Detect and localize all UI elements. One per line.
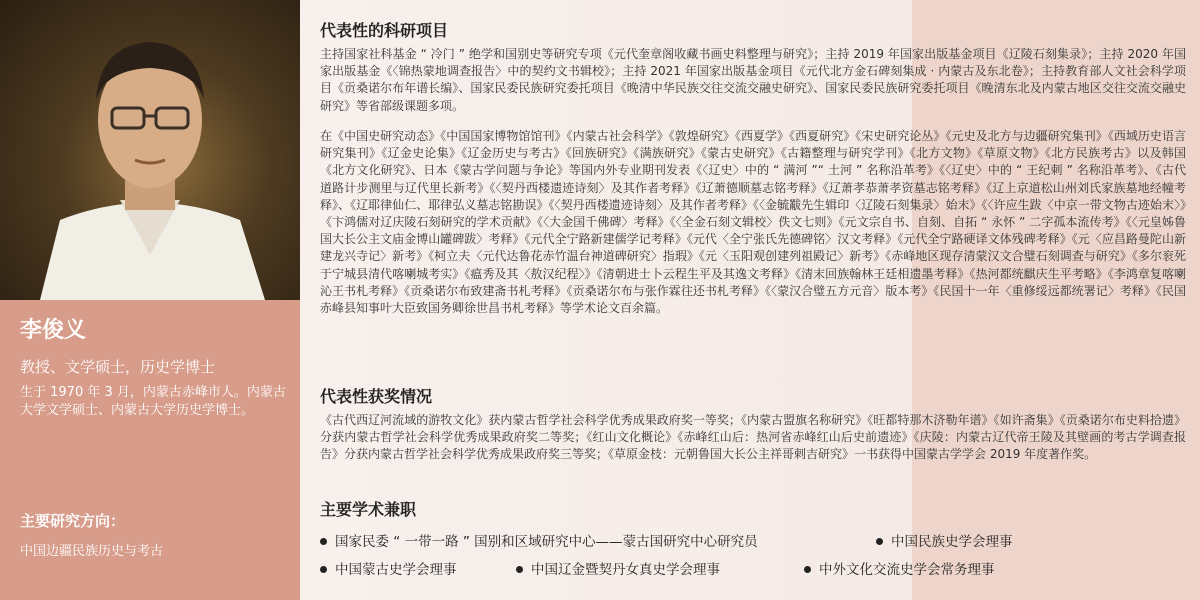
bullet-icon	[804, 566, 811, 573]
bullet-icon	[876, 538, 883, 545]
person-bio: 生于 1970 年 3 月，内蒙古赤峰市人。内蒙古大学文学硕士、内蒙古大学历史学博士。	[20, 385, 286, 418]
portrait-photo	[0, 0, 300, 300]
bullet-icon	[320, 538, 327, 545]
research-papers-text: 在《中国史研究动态》《中国国家博物馆馆刊》《内蒙古社会科学》《敦煌研究》《西夏学》《西夏研究》《宋史研究论丛》《元史及北方与边疆研究集刊》《西域历史语言研究集刊》《辽金史论集》《辽金历史与考古》《回族研究》《满族研究》《蒙古史研究》《古籍整理与研究学刊》《北方文物》《草原文物》《北方民族考古》以及韩国《北方文化研究》、日本《蒙古学问题与争论》等国内外专业期刊发表《〈辽史〉中的 “ 满河 ”“ 土河 ” 名称沿革考》《〈辽史〉中的 “ 王纪刺 ” 名称沿革考》、《古代道路计步测里与辽代里长新考》《〈契丹西楼遗迹诗刻〉及其作者考释》《辽萧德顺墓志铭考释》《辽萧孝恭萧孝资墓志铭考释》《辽上京道松山州刘氏家族墓地经幢考释》、《辽耶律仙仁、耶律弘义墓志铭勘误》《〈契丹西楼遗迹诗刻〉及其作者考释》《〈金毓黻先生辑印〈辽陵石刻集录〉始末》《〈许应生跋〈中京一带文物古迹始末〉》《卞鸿儒对辽庆陵石刻研究的学术贡献》《〈大金国千佛碑〉考释》《〈全金石刻文辑校〉佚文七则》《元文宗自书、自刻、自拓 “ 永怀 ” 二字孤本流传考》《〈元皇姊鲁国大长公主文庙金博山罐碑跋〉考释》《元代全宁路新建儒学记考释》《元代〈全宁张氏先德碑铭〉汉文考释》《元代全宁路硬译文体残碑考释》《元〈应昌路曼陀山新建龙兴寺记〉新考》《柯立夫〈元代达鲁花赤竹温台神道碑研究〉指瑕》《元〈玉阳观创建列祖殿记〉新考》《赤峰地区现存清蒙汉文合璧石刻调查与研究》《多尔衮死于宁城县清代喀喇城考实》《瘟秀及其〈敖汉纪程〉》《清朝进士卜云程生平及其逸文考释》《清末回族翰林王廷相遗墨考释》《热河都统麒庆生平考略》《李鸿章复喀喇沁王书札考释》《贡桑诺尔布致建斋书札考释》《贡桑诺尔布与张作霖往还书札考释》《〈蒙汉合璧五方元音〉版本考》《民国十一年〈重修绥远都统署记〉考释》《民国赤峰县知事叶大臣致国务卿徐世昌书札考释》等学术论文百余篇。	[320, 129, 1186, 316]
position-item: 国家民委 “ 一带一路 ” 国别和区域研究中心——蒙古国研究中心研究员	[320, 530, 758, 550]
research-projects-text: 主持国家社科基金 “ 冷门 ” 绝学和国别史等研究专项《元代奎章阁收藏书画史料整理与研究》；主持 2019 年国家出版基金项目《辽陵石刻集录》；主持 2020 年国家出版基金《〈锦热蒙地调查报告〉中的契约文书辑校》；主持 2021 年国家出版基金项目《元代北方金石碑刻集成 · 内蒙古及东北卷》；主持教育部人文社会科学项目《贡桑诺尔布年谱长编》、国家民委民族研究委托项目《晚清中华民族交往交流交融史研究》、国家民委民族研究委托项目《晚清东北及内蒙古地区交往交流交融史研究》等省部级课题多项。	[320, 47, 1186, 113]
awards-text: 《古代西辽河流域的游牧文化》获内蒙古哲学社会科学优秀成果政府奖一等奖；《内蒙古盟旗名称研究》《旺都特那木济勒年谱》《如许斋集》《贡桑诺尔布史料拾遗》分获内蒙古哲学社会科学优秀成果政府奖二等奖；《红山文化概论》《赤峰红山后：热河省赤峰红山后史前遗迹》《庆陵：内蒙古辽代帝王陵及其壁画的考古学调查报告》分获内蒙古哲学社会科学优秀成果政府奖三等奖；《草原金枝：元朝鲁国大长公主祥哥剌吉研究》一书获得中国蒙古学学会 2019 年度著作奖。	[320, 413, 1186, 462]
bullet-icon	[516, 566, 523, 573]
person-degree: 教授、文学硕士，历史学博士	[20, 358, 216, 376]
portrait-illustration	[0, 0, 300, 300]
profile-panel	[0, 0, 300, 600]
bullet-icon	[320, 566, 327, 573]
positions-row-1	[320, 530, 1186, 550]
position-item: 中国民族史学会理事	[876, 530, 1013, 550]
research-direction-title: 主要研究方向：	[20, 512, 126, 530]
research-section-title: 代表性的科研项目	[320, 21, 449, 40]
person-name: 李俊义	[20, 318, 87, 343]
position-item: 中国蒙古史学会理事	[320, 558, 457, 578]
research-direction-text: 中国边疆民族历史与考古	[20, 544, 164, 559]
position-item: 中外文化交流史学会常务理事	[804, 558, 995, 578]
position-item: 中国辽金暨契丹女真史学会理事	[516, 558, 720, 578]
positions-section-title: 主要学术兼职	[320, 500, 417, 519]
awards-section-title: 代表性获奖情况	[320, 387, 433, 406]
main-content	[300, 0, 1200, 600]
positions-row-2	[320, 558, 1186, 578]
